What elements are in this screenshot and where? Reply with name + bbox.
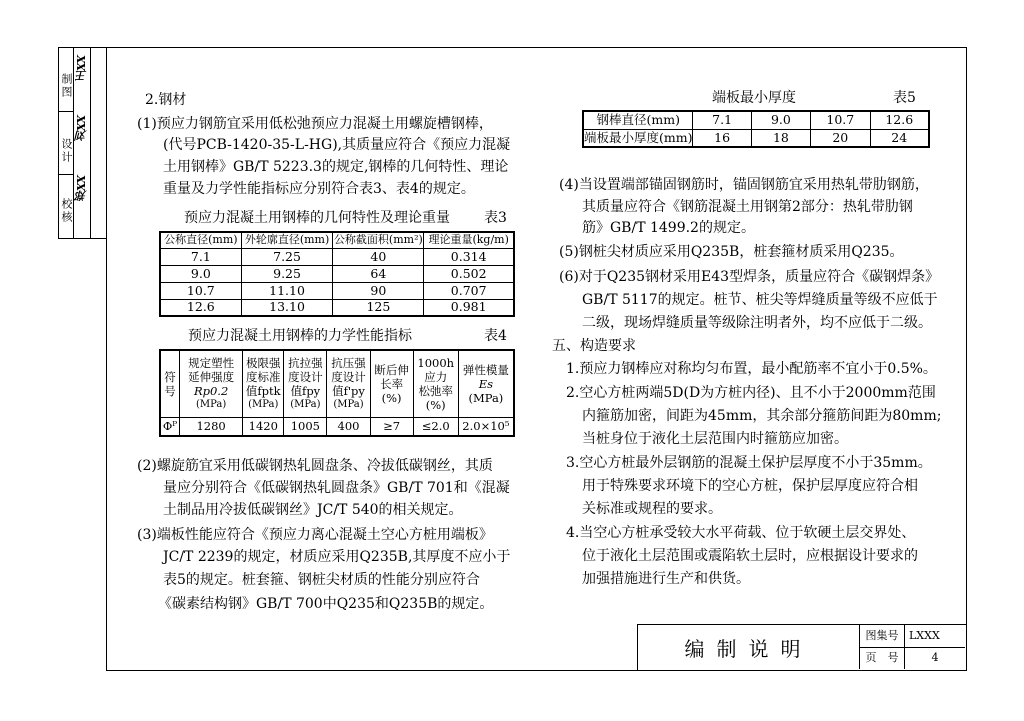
table4-symbol-header: 符 号 (160, 350, 180, 417)
table3-cell: 125 (333, 299, 424, 316)
table3-header: 理论重量(kg/m) (424, 232, 514, 248)
role-draw: 制图 (60, 73, 73, 99)
table4-header: 断后伸 长率 (%) (370, 350, 413, 417)
title-block (637, 624, 967, 671)
para-1-line-1: (1)预应力钢筋宜采用低松弛预应力混凝土用螺旋槽钢棒， (137, 116, 493, 132)
table3-cell: 0.502 (424, 265, 514, 282)
table4-header: 抗拉强 度设计 值fpy (MPa) (284, 350, 327, 417)
table4-cell: ≤2.0 (413, 417, 458, 436)
table3-cell: 9.0 (160, 265, 241, 282)
page-number-label: 页 号 (865, 651, 899, 664)
item-3-line-3: 关标准或规程的要求。 (582, 501, 722, 517)
item-2-line-1: 2.空心方桩两端5D(D为方桩内径)、且不小于2000mm范围 (566, 385, 936, 401)
para-6-line-1: (6)对于Q235钢材采用E43型焊条，质量应符合《碳钢焊条》 (559, 269, 940, 285)
table4-label: 表4 (484, 328, 507, 344)
para-3-line-3: 表5的规定。桩套箍、钢桩尖材质的性能分别应符合 (163, 572, 480, 588)
table3-cell: 40 (333, 248, 424, 265)
table5-cell: 24 (870, 129, 929, 147)
table3-geometry (159, 231, 515, 317)
table5-cell: 18 (751, 129, 810, 147)
table3-label: 表3 (484, 210, 507, 226)
para-3-line-2: JC/T 2239的规定，材质应采用Q235B,其厚度不应小于 (163, 549, 511, 565)
table5-cell: 9.0 (751, 111, 810, 129)
role-design: 设计 (60, 138, 73, 164)
para-2-line-2: 量应分别符合《低碳钢热轧圆盘条》GB/T 701和《混凝 (163, 480, 510, 496)
para-6-line-3: 二级，现场焊缝质量等级除注明者外，均不应低于二级。 (582, 315, 932, 331)
table3-header: 公称截面积(mm²) (333, 233, 423, 247)
para-1-line-3: 土用钢棒》GB/T 5223.3的规定,钢棒的几何特性、理论 (163, 159, 509, 175)
item-4-line-1: 4.当空心方桩承受较大水平荷载、位于软硬土层交界处、 (566, 525, 916, 541)
para-3-line-1: (3)端板性能应符合《预应力离心混凝土空心方桩用端板》 (137, 527, 493, 543)
table5-cell: 20 (811, 129, 870, 147)
signature-draw: 王XX (75, 56, 88, 82)
item-2-line-2: 内箍筋加密，间距为45mm，其余部分箍筋间距为80mm; (582, 408, 942, 424)
table5-label: 表5 (893, 90, 916, 106)
table3-cell: 13.10 (241, 299, 333, 316)
item-1: 1.预应力钢棒应对称均匀布置，最小配筋率不宜小于0.5%。 (566, 361, 937, 377)
table4-cell: 1280 (180, 417, 243, 436)
para-1-line-2: (代号PCB-1420-35-L-HG),其质量应符合《预应力混凝 (163, 137, 511, 153)
atlas-number-label: 图集号 (865, 629, 899, 642)
table4-header: 弹性模量 Es (MPa) (458, 350, 514, 417)
table4-mechanical (159, 349, 515, 437)
table4-cell: 1420 (243, 417, 284, 436)
table5-cell: 10.7 (811, 111, 870, 129)
table3-header: 公称直径(mm) (160, 232, 241, 248)
table3-cell: 9.25 (241, 265, 333, 282)
signature-design: 刘XX (75, 116, 88, 142)
para-1-line-4: 重量及力学性能指标应分别符合表3、表4的规定。 (163, 181, 475, 197)
signature-column (58, 47, 106, 239)
para-4-line-1: (4)当设置端部锚固钢筋时，锚固钢筋宜采用热轧带肋钢筋， (559, 177, 929, 193)
para-4-line-2: 其质量应符合《钢筋混凝土用钢第2部分：热轧带肋钢 (582, 199, 913, 215)
table3-cell: 0.707 (424, 282, 514, 299)
table4-header: 抗压强 度设计 值f'py (MPa) (327, 350, 370, 417)
table5-row-header: 钢棒直径(mm) (583, 111, 693, 129)
page-number-value: 4 (931, 651, 939, 664)
table5-caption: 端板最小厚度 (712, 90, 796, 106)
table5-cell: 12.6 (870, 111, 929, 129)
table5-cell: 7.1 (693, 111, 751, 129)
table5-cell: 16 (693, 129, 751, 147)
table4-row-symbol: Φᴾ (160, 417, 180, 436)
item-3-line-1: 3.空心方桩最外层钢筋的混凝土保护层厚度不小于35mm。 (566, 455, 932, 471)
table5-end-plate (582, 110, 930, 148)
role-check: 校核 (60, 198, 73, 224)
table4-cell: 400 (327, 417, 370, 436)
item-2-line-3: 当桩身位于液化土层范围内时箍筋应加密。 (582, 431, 848, 447)
section-steel-title: 2.钢材 (145, 92, 187, 108)
section-5-title: 五、构造要求 (552, 338, 636, 354)
table3-cell: 0.314 (424, 248, 514, 265)
table3-cell: 0.981 (424, 299, 514, 316)
item-4-line-2: 位于液化土层范围或震陷软土层时，应根据设计要求的 (582, 548, 918, 564)
drawing-title: 编制说明 (638, 625, 860, 669)
table4-header: 1000h 应力 松弛率 (%) (413, 350, 458, 417)
table5-row-header: 端板最小厚度(mm) (583, 129, 693, 147)
table3-cell: 7.1 (160, 248, 241, 265)
table3-cell: 64 (333, 265, 424, 282)
item-3-line-2: 用于特殊要求环境下的空心方桩，保护层厚度应符合相 (582, 478, 918, 494)
para-5: (5)钢桩尖材质应采用Q235B，桩套箍材质采用Q235。 (559, 244, 904, 260)
table4-header: 极限强 度标准 值fptk (MPa) (243, 350, 284, 417)
table3-cell: 90 (333, 282, 424, 299)
table4-cell: 2.0×10⁵ (458, 417, 514, 436)
para-2-line-1: (2)螺旋筋宜采用低碳钢热轧圆盘条、冷拔低碳钢丝，其质 (137, 458, 493, 474)
table3-cell: 11.10 (241, 282, 333, 299)
para-4-line-3: 筋》GB/T 1499.2的规定。 (582, 220, 755, 236)
para-3-line-4: 《碳素结构钢》GB/T 700中Q235和Q235B的规定。 (158, 596, 494, 612)
para-2-line-3: 土制品用冷拔低碳钢丝》JC/T 540的相关规定。 (163, 502, 463, 518)
atlas-number-value: LXXX (909, 629, 940, 642)
signature-check: 郑XX (75, 176, 88, 202)
table4-cell: 1005 (284, 417, 327, 436)
para-6-line-2: GB/T 5117的规定。桩节、桩尖等焊缝质量等级不应低于 (582, 292, 938, 308)
item-4-line-3: 加强措施进行生产和供货。 (582, 571, 750, 587)
table3-cell: 7.25 (241, 248, 333, 265)
table3-caption: 预应力混凝土用钢棒的几何特性及理论重量 (184, 210, 450, 226)
table3-cell: 12.6 (160, 299, 241, 316)
table4-cell: ≥7 (370, 417, 413, 436)
table4-caption: 预应力混凝土用钢棒的力学性能指标 (188, 328, 412, 344)
table3-header: 外轮廓直径(mm) (241, 232, 333, 248)
table4-header: 规定塑性 延伸强度 Rp0.2 (MPa) (180, 350, 243, 417)
table3-cell: 10.7 (160, 282, 241, 299)
